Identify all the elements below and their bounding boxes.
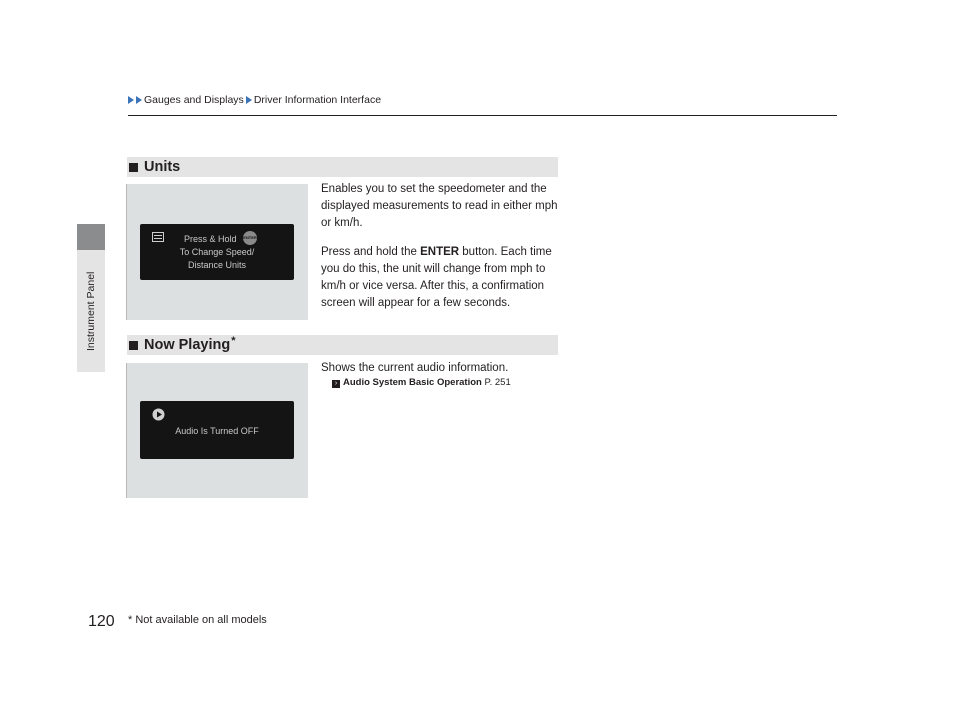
breadcrumb-item-gauges[interactable]: Gauges and Displays bbox=[144, 94, 244, 106]
breadcrumb bbox=[128, 94, 383, 106]
settings-icon bbox=[152, 232, 164, 242]
units-body bbox=[321, 181, 566, 324]
breadcrumb-item-dii[interactable]: Driver Information Interface bbox=[253, 94, 382, 106]
screen-line-3: Distance Units bbox=[187, 260, 247, 270]
units-paragraph-2: Press and hold the ENTER button. Each time you do this, the unit will change from mph to km/h or vice versa. After this, a confirmation screen will appear for a few seconds. bbox=[321, 246, 552, 309]
section-title: Units bbox=[144, 159, 181, 175]
footnote: * Not available on all models bbox=[128, 614, 267, 626]
now-playing-screen bbox=[140, 401, 294, 459]
section-title: Now Playing bbox=[144, 337, 231, 353]
breadcrumb-arrow-icon bbox=[128, 96, 134, 104]
units-image bbox=[126, 184, 308, 320]
now-playing-image bbox=[126, 363, 308, 498]
enter-label: ENTER bbox=[420, 246, 460, 258]
page-number: 120 bbox=[88, 613, 115, 630]
footnote-star: * bbox=[231, 335, 236, 347]
section-header-units bbox=[127, 157, 558, 177]
enter-badge: ENTER bbox=[243, 231, 257, 245]
section-header-now-playing bbox=[127, 335, 558, 355]
screen-line-1: Audio Is Turned OFF bbox=[175, 426, 259, 436]
play-icon bbox=[152, 408, 165, 421]
breadcrumb-arrow-icon bbox=[136, 96, 142, 104]
screen-line-1: Press & Hold bbox=[184, 234, 237, 244]
breadcrumb-arrow-icon bbox=[246, 96, 252, 104]
xref-title[interactable]: Audio System Basic Operation bbox=[343, 377, 482, 388]
units-screen bbox=[140, 224, 294, 280]
reference-arrow-icon: › bbox=[332, 380, 340, 388]
sidebar-label: Instrument Panel bbox=[85, 271, 97, 351]
sidebar-tab bbox=[77, 224, 105, 250]
now-playing-body: Shows the current audio information. bbox=[321, 362, 509, 374]
header-rule bbox=[128, 115, 837, 116]
section-square-icon bbox=[129, 163, 138, 172]
xref-page[interactable]: P. 251 bbox=[484, 377, 511, 388]
cross-reference[interactable] bbox=[332, 377, 511, 388]
screen-line-2: To Change Speed/ bbox=[179, 247, 255, 257]
section-square-icon bbox=[129, 341, 138, 350]
units-paragraph-1: Enables you to set the speedometer and the displayed measurements to read in either mph or km/h. bbox=[321, 183, 558, 229]
